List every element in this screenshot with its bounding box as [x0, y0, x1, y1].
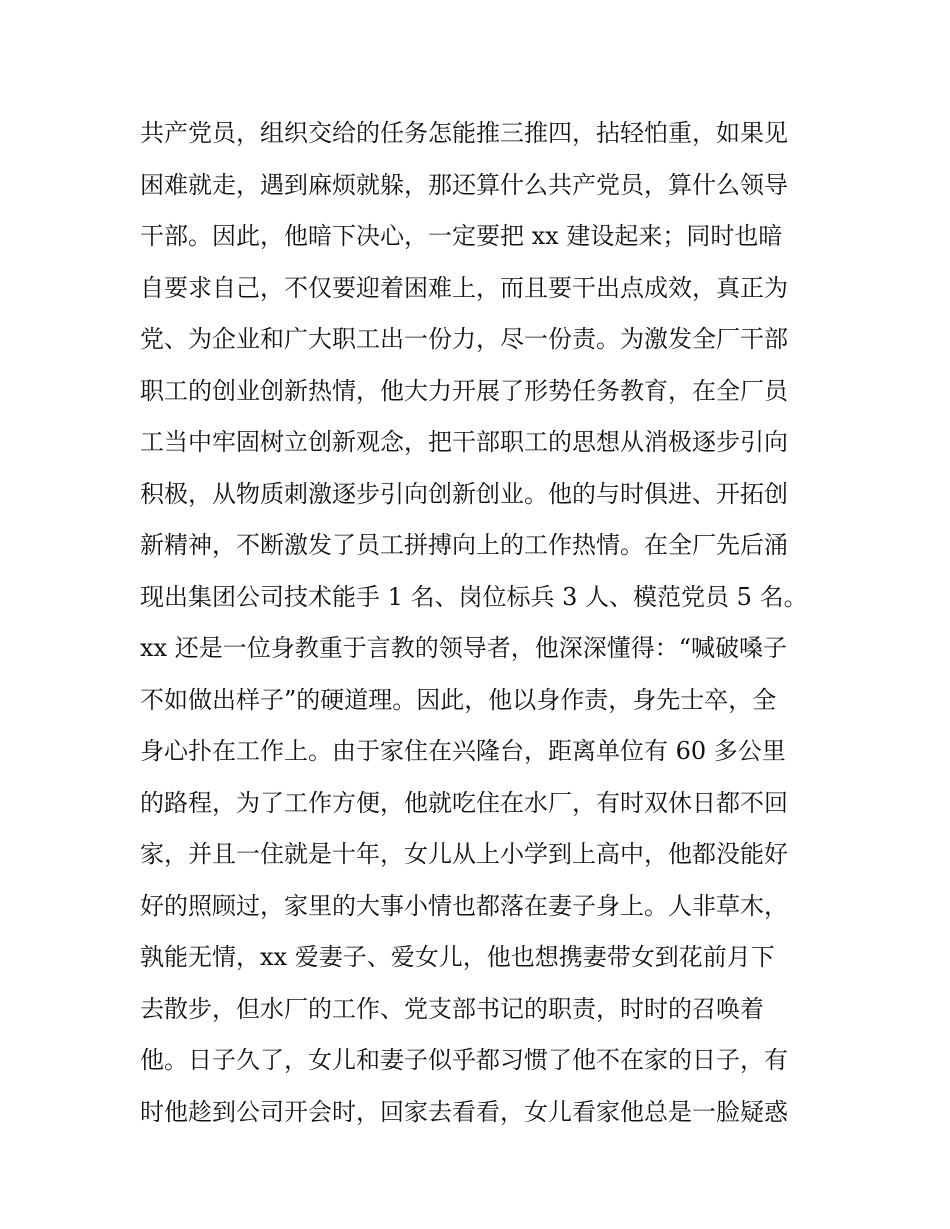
- text-line: 党、为企业和广大职工出一份力，尽一份责。为激发全厂干部: [140, 325, 788, 353]
- text-line: 好的照顾过，家里的大事小情也都落在妻子身上。人非草木，: [140, 891, 788, 920]
- text-line: 不如做出样子”的硬道理。因此，他以身作责，身先士卒，全: [140, 685, 777, 714]
- text-line: 他。日子久了，女儿和妻子似乎都习惯了他不在家的日子，有: [140, 1046, 788, 1074]
- text-line: 去散步，但水厂的工作、党支部书记的职责，时时的召唤着: [140, 994, 764, 1023]
- text-line: 家，并且一住就是十年，女儿从上小学到上高中，他都没能好: [140, 840, 788, 868]
- text-line: 积极，从物质刺激逐步引向创新创业。他的与时俱进、开拓创: [140, 479, 788, 508]
- text-line: 身心扑在工作上。由于家住在兴隆台，距离单位有 60 多公里: [140, 737, 786, 765]
- text-line: 困难就走，遇到麻烦就躲，那还算什么共产党员，算什么领导: [140, 170, 788, 199]
- text-line: 自要求自己，不仅要迎着困难上，而且要干出点成效，真正为: [140, 273, 788, 302]
- text-line: 时他趁到公司开会时，回家去看看，女儿看家他总是一脸疑惑: [140, 1097, 788, 1126]
- text-line: 新精神，不断激发了员工拼搏向上的工作热情。在全厂先后涌: [140, 531, 788, 559]
- text-line: 共产党员，组织交给的任务怎能推三推四，拈轻怕重，如果见: [140, 119, 788, 147]
- text-line: 的路程，为了工作方便，他就吃住在水厂，有时双休日都不回: [140, 788, 788, 817]
- text-line: 职工的创业创新热情，他大力开展了形势任务教育，在全厂员: [140, 376, 788, 405]
- text-line: 现出集团公司技术能手 1 名、岗位标兵 3 人、模范党员 5 名。: [140, 582, 808, 611]
- text-line: 孰能无情，xx 爱妻子、爱女儿，他也想携妻带女到花前月下: [140, 943, 775, 971]
- text-line: xx 还是一位身教重于言教的领导者，他深深懂得：“喊破嗓子: [140, 634, 787, 662]
- text-line: 干部。因此，他暗下决心，一定要把 xx 建设起来；同时也暗: [140, 222, 783, 250]
- body-text: [140, 108, 820, 1138]
- text-line: 工当中牢固树立创新观念，把干部职工的思想从消极逐步引向: [140, 428, 788, 456]
